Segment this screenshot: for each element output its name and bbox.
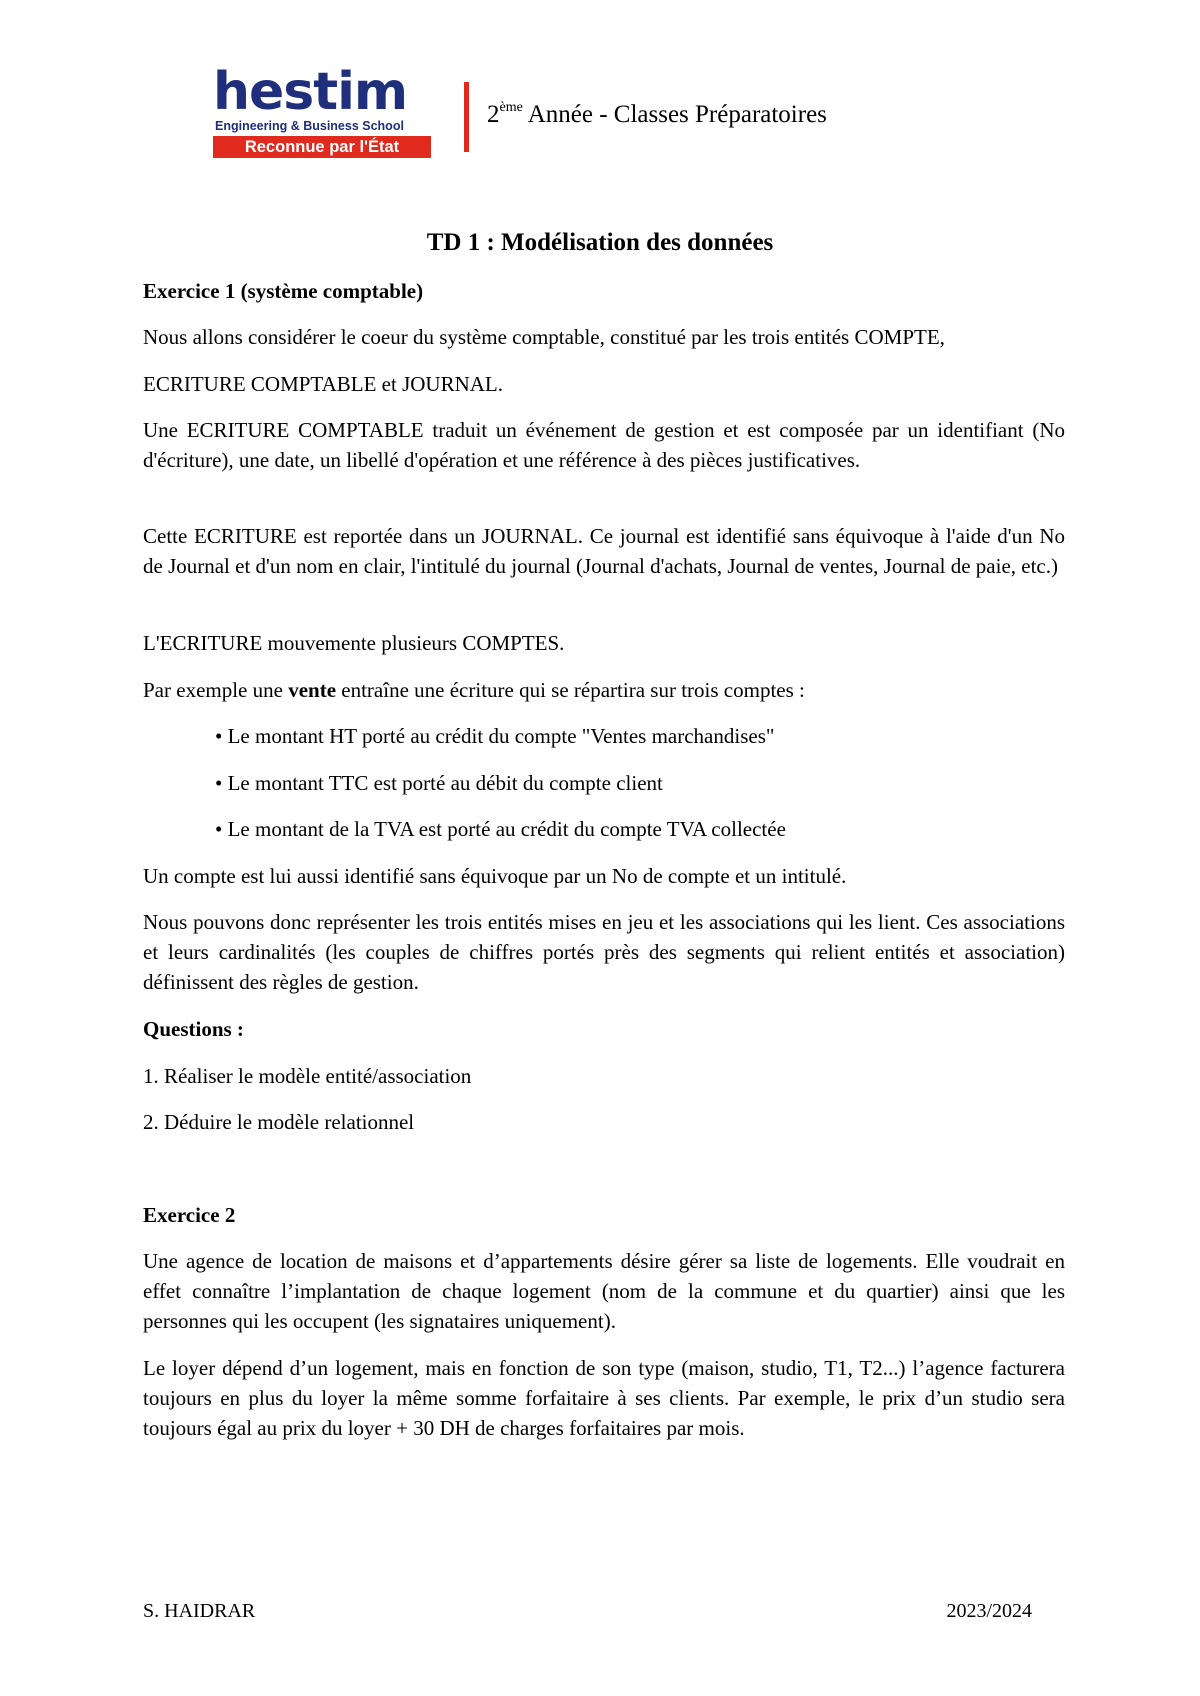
questions-heading: Questions : (143, 1017, 244, 1041)
list-item: • Le montant HT porté au crédit du compte "Ventes marchandises" (215, 724, 775, 748)
header-title (487, 100, 827, 130)
ex1-paragraph-4: Cette ECRITURE est reportée dans un JOURNAL. Ce journal est identifié sans équivoque à l'aide d'un No de Journal et d'un nom en clair, l'intitulé du journal (Journal d'achats, Journal de ventes, Journal de paie, etc.) (143, 524, 1065, 578)
ex1-paragraph-8: Nous pouvons donc représenter les trois entités mises en jeu et les associations qui les lient. Ces associations et leurs cardinalités (les couples de chiffres portés près des segments qui relient entités et association) définissent des règles de gestion. (143, 910, 1065, 994)
logo-wordmark: hestim (213, 62, 408, 122)
footer-author: S. HAIDRAR (143, 1600, 256, 1622)
exercise-2-heading: Exercice 2 (143, 1203, 236, 1227)
ex1-p6-start: Par exemple une (143, 678, 289, 702)
ex1-paragraph-1: Nous allons considérer le coeur du système comptable, constitué par les trois entités COMPTE, (143, 325, 945, 349)
ex1-paragraph-6 (143, 675, 1065, 705)
list-item: • Le montant TTC est porté au débit du compte client (215, 771, 663, 795)
year-number: 2 (487, 101, 500, 128)
year-superscript: ème (499, 100, 523, 115)
ex2-paragraph-2: Le loyer dépend d’un logement, mais en fonction de son type (maison, studio, T1, T2...) l’agence facturera toujours en plus du loyer la même somme forfaitaire à ses clients. Par exemple, le prix d’un studio sera toujours égal au prix du loyer + 30 DH de charges forfaitaires par mois. (143, 1356, 1065, 1440)
header-divider (464, 82, 469, 152)
ex1-paragraph-7: Un compte est lui aussi identifié sans équivoque par un No de compte et un intitulé. (143, 864, 847, 888)
page-title: TD 1 : Modélisation des données (426, 229, 774, 256)
ex1-paragraph-3: Une ECRITURE COMPTABLE traduit un événement de gestion et est composée par un identifiant (No d'écriture), une date, un libellé d'opération et une référence à des pièces justificatives. (143, 418, 1065, 472)
ex1-paragraph-5: L'ECRITURE mouvemente plusieurs COMPTES. (143, 631, 565, 655)
exercise-1-heading: Exercice 1 (système comptable) (143, 279, 424, 303)
ex1-paragraph-2: ECRITURE COMPTABLE et JOURNAL. (143, 372, 503, 396)
hestim-logo (213, 62, 431, 158)
header-title-text: Année - Classes Préparatoires (522, 101, 827, 128)
ex1-p6-bold: vente (288, 678, 337, 702)
question-2: 2. Déduire le modèle relationnel (143, 1110, 415, 1134)
ex2-paragraph-1: Une agence de location de maisons et d’appartements désire gérer sa liste de logements. Elle voudrait en effet connaître l’implantation de chaque logement (nom de la commune et du quartier) ainsi que les personnes qui les occupent (les signataires uniquement). (143, 1249, 1065, 1333)
question-1: 1. Réaliser le modèle entité/association (143, 1064, 472, 1088)
list-item: • Le montant de la TVA est porté au crédit du compte TVA collectée (215, 817, 786, 841)
footer-year: 2023/2024 (946, 1600, 1032, 1622)
logo-banner: Reconnue par l'État (213, 136, 431, 158)
ex1-p6-end: entraîne une écriture qui se répartira sur trois comptes : (336, 678, 805, 702)
logo-tagline: Engineering & Business School (215, 119, 404, 133)
